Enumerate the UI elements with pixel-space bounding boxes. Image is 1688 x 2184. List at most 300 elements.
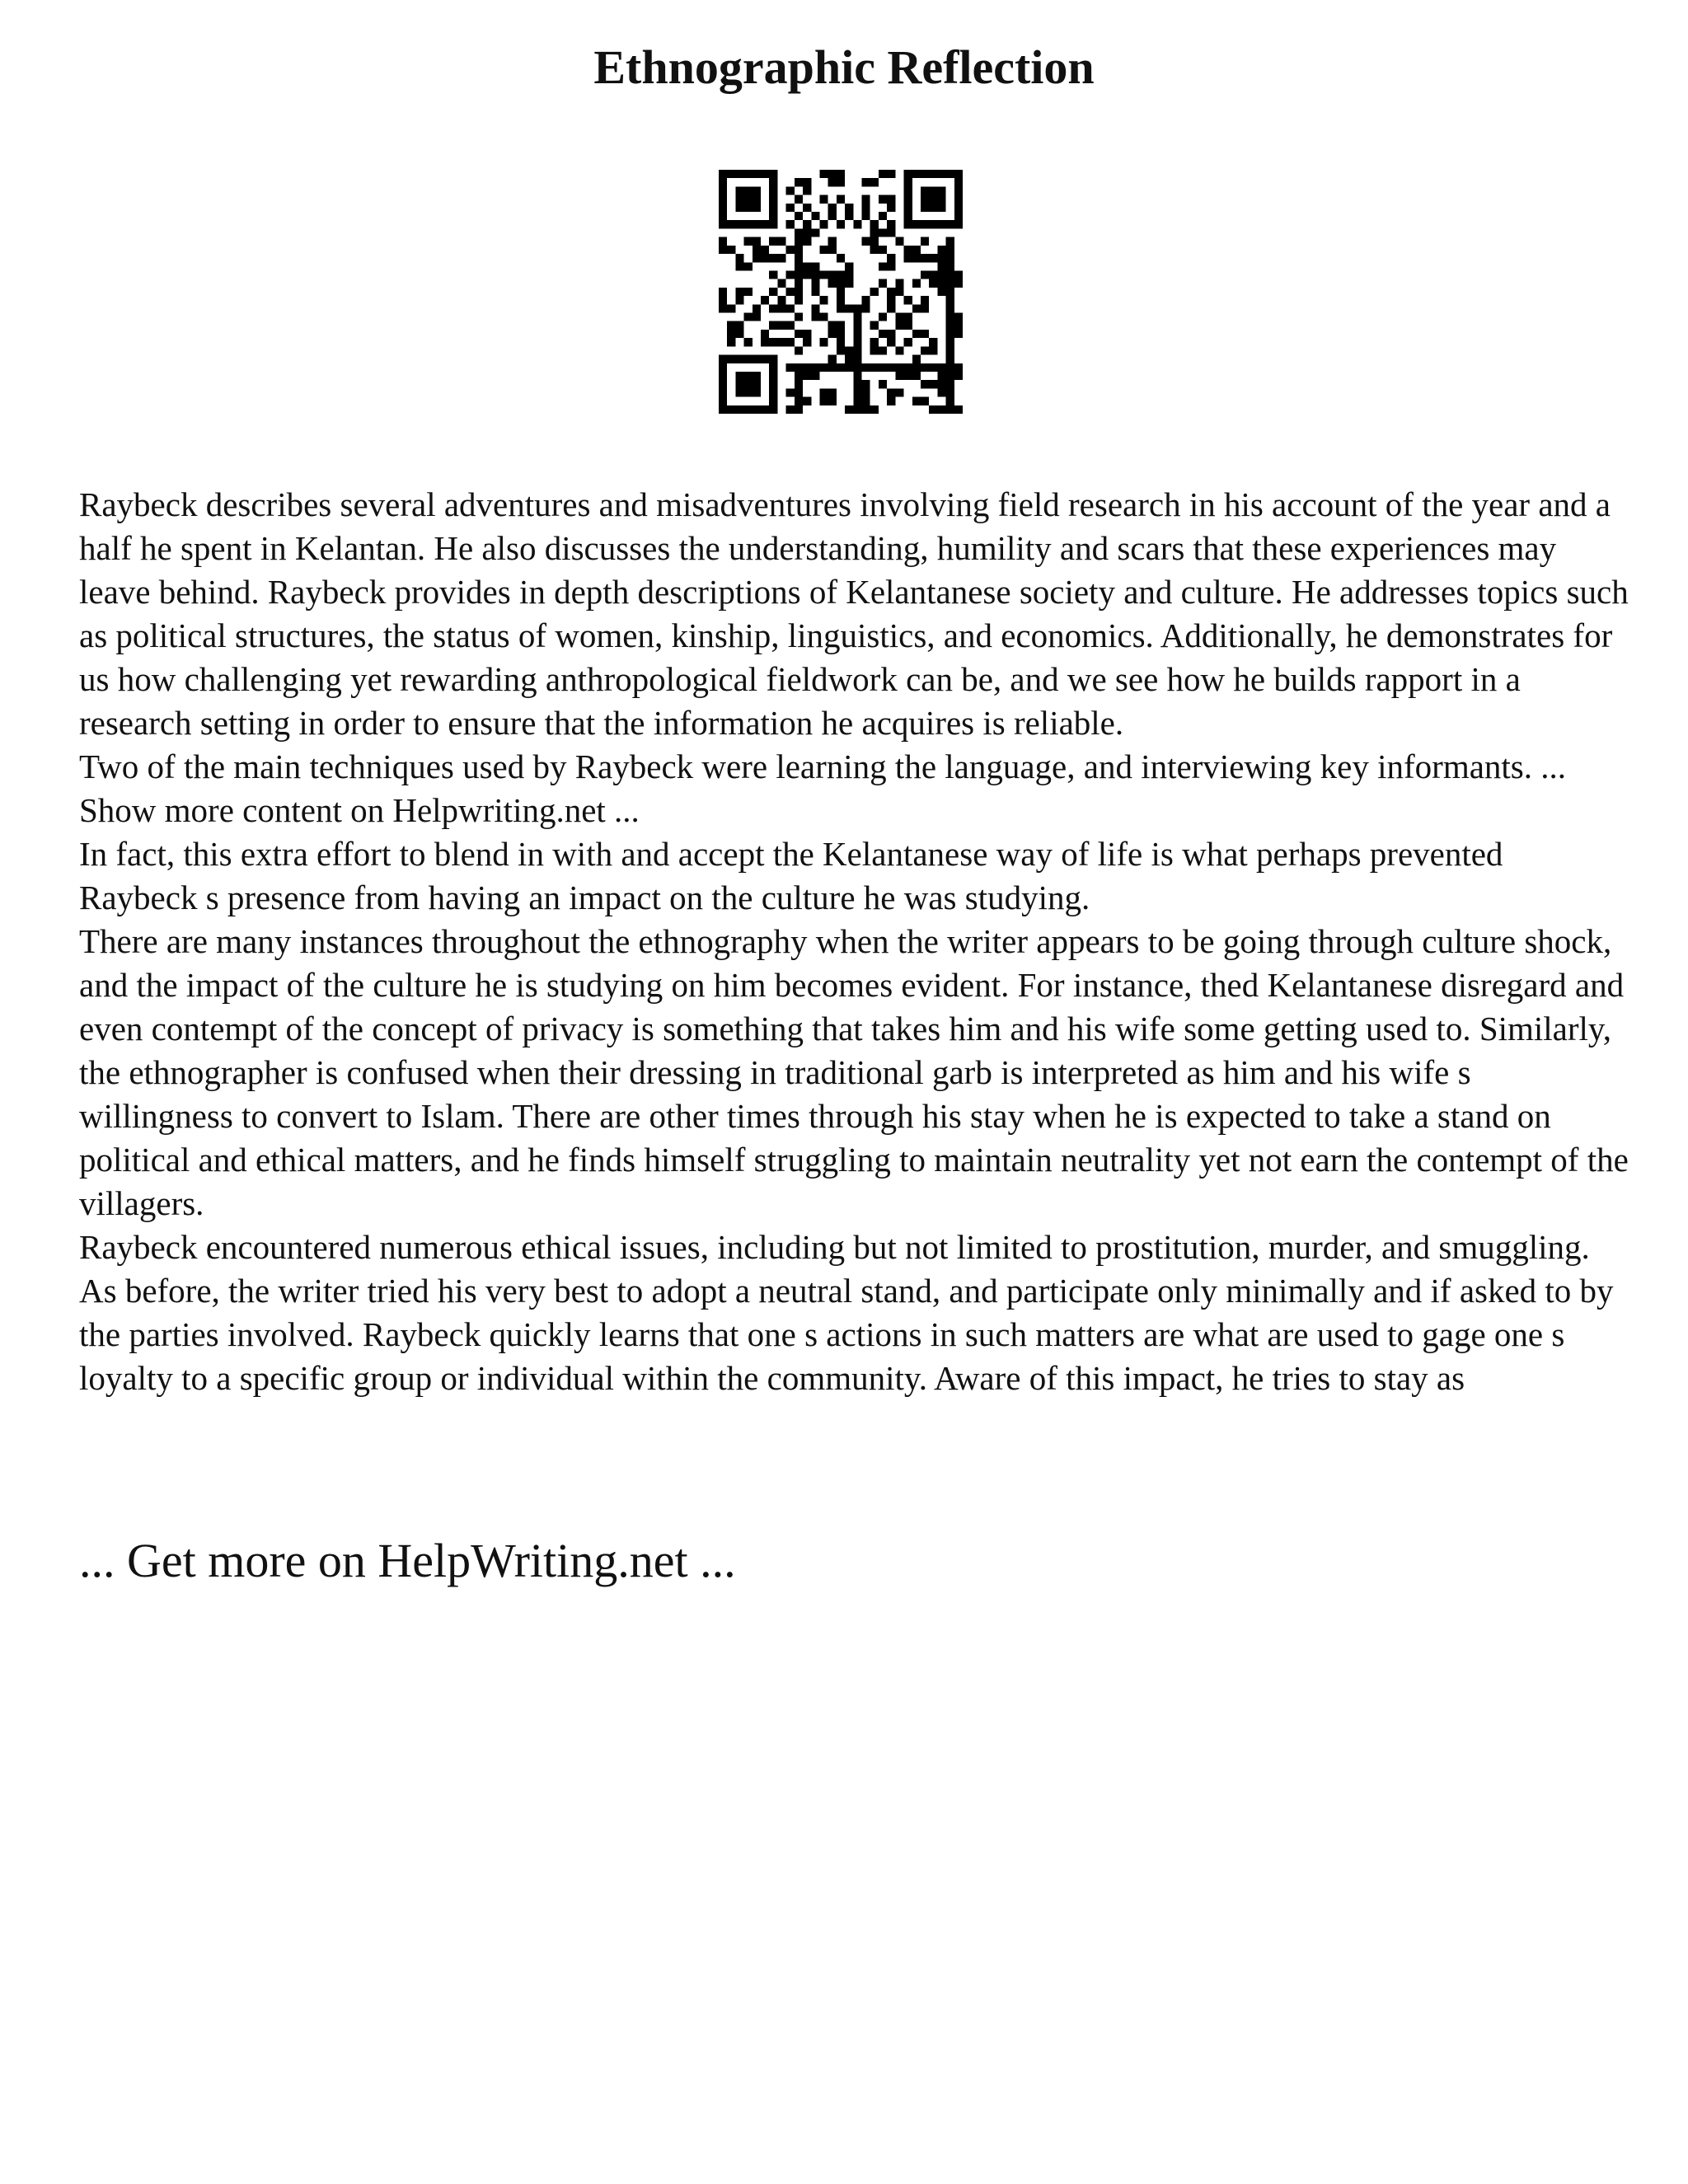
qr-module: [879, 262, 887, 270]
qr-module: [937, 170, 945, 178]
qr-module: [753, 380, 761, 388]
qr-module: [954, 186, 963, 194]
qr-module: [803, 262, 811, 270]
qr-module: [828, 246, 837, 254]
qr-module: [753, 313, 761, 321]
qr-module: [769, 186, 777, 194]
qr-module: [819, 363, 828, 372]
qr-module: [786, 246, 795, 254]
qr-module: [769, 363, 777, 372]
qr-module: [769, 254, 777, 262]
qr-module: [912, 355, 921, 363]
qr-module: [769, 212, 777, 220]
qr-module: [795, 388, 803, 396]
qr-module: [937, 363, 945, 372]
qr-module: [895, 388, 903, 396]
qr-module: [753, 204, 761, 212]
qr-module: [719, 178, 727, 186]
qr-module: [727, 321, 735, 330]
qr-module: [937, 220, 945, 228]
qr-module: [761, 330, 769, 338]
qr-module: [735, 186, 743, 194]
qr-module: [837, 296, 845, 304]
qr-module: [862, 388, 870, 396]
qr-module: [853, 330, 861, 338]
qr-module: [921, 237, 929, 246]
qr-module: [879, 212, 887, 220]
qr-module: [811, 372, 819, 380]
qr-module: [727, 304, 735, 312]
qr-module: [761, 170, 769, 178]
qr-module: [870, 288, 879, 296]
qr-module: [954, 279, 963, 288]
paragraph-1: Raybeck describes several adventures and misadventures involving field research in his account of the year and a half he spent in Kelantan. He also discusses the understanding, humility and scars that these experiences may leave behind. Raybeck provides in depth descriptions of Kelantanese society and culture. He addresses topics such as political structures, the status of women, kinship, linguistics, and economics. Additionally, he demonstrates for us how challenging yet rewarding anthropological fieldwork can be, and we see how he builds rapport in a research setting in order to ensure that the information he acquires is reliable.: [79, 485, 1629, 742]
qr-module: [811, 270, 819, 279]
qr-module: [828, 270, 837, 279]
qr-module: [719, 296, 727, 304]
qr-module: [786, 186, 795, 194]
qr-module: [929, 279, 937, 288]
qr-module: [853, 388, 861, 396]
qr-module: [795, 228, 803, 237]
qr-module: [904, 372, 912, 380]
qr-module: [921, 220, 929, 228]
qr-module: [837, 279, 845, 288]
qr-module: [853, 355, 861, 363]
qr-module: [912, 254, 921, 262]
qr-module: [837, 254, 845, 262]
qr-module: [954, 321, 963, 330]
qr-module: [862, 204, 870, 212]
qr-module: [954, 195, 963, 204]
qr-module: [853, 321, 861, 330]
qr-module: [735, 355, 743, 363]
qr-module: [769, 288, 777, 296]
qr-module: [929, 380, 937, 388]
qr-module: [895, 237, 903, 246]
qr-module: [921, 254, 929, 262]
qr-module: [929, 204, 937, 212]
qr-module: [887, 262, 895, 270]
qr-module: [862, 237, 870, 246]
qr-module: [912, 246, 921, 254]
qr-module: [853, 304, 861, 312]
qr-module: [937, 279, 945, 288]
qr-module: [727, 246, 735, 254]
qr-module: [937, 204, 945, 212]
qr-module: [761, 220, 769, 228]
qr-module: [895, 363, 903, 372]
qr-module: [753, 372, 761, 380]
qr-module: [735, 380, 743, 388]
qr-module: [744, 195, 753, 204]
qr-module: [744, 355, 753, 363]
qr-module: [879, 170, 887, 178]
qr-module: [870, 178, 879, 186]
qr-module: [853, 380, 861, 388]
qr-module: [811, 313, 819, 321]
qr-module: [921, 346, 929, 354]
qr-module: [946, 237, 954, 246]
qr-module: [786, 204, 795, 212]
qr-code-graphic: [719, 170, 963, 414]
qr-module: [862, 296, 870, 304]
qr-module: [727, 330, 735, 338]
qr-module: [946, 304, 954, 312]
page-title: Ethnographic Reflection: [593, 40, 1095, 94]
qr-module: [837, 346, 845, 354]
qr-module: [803, 372, 811, 380]
qr-module: [753, 186, 761, 194]
qr-module: [719, 372, 727, 380]
qr-module: [853, 372, 861, 380]
qr-module: [937, 262, 945, 270]
qr-module: [887, 397, 895, 405]
qr-module: [887, 304, 895, 312]
qr-module: [735, 321, 743, 330]
paragraph-2: Two of the main techniques used by Raybeck were learning the language, and interviewing key informants. ... Show more content on Helpwriting.net ...: [79, 748, 1566, 829]
qr-module: [887, 338, 895, 346]
qr-module: [853, 338, 861, 346]
qr-module: [786, 270, 795, 279]
qr-module: [811, 212, 819, 220]
qr-module: [828, 330, 837, 338]
qr-module: [719, 170, 727, 178]
qr-module: [937, 254, 945, 262]
qr-module: [786, 363, 795, 372]
qr-module: [811, 363, 819, 372]
qr-module: [735, 195, 743, 204]
qr-module: [946, 355, 954, 363]
qr-module: [719, 363, 727, 372]
qr-module: [837, 220, 845, 228]
qr-module: [853, 397, 861, 405]
qr-module: [744, 186, 753, 194]
qr-code-icon[interactable]: [719, 170, 963, 414]
qr-module: [795, 397, 803, 405]
qr-module: [954, 363, 963, 372]
qr-module: [921, 270, 929, 279]
qr-module: [946, 372, 954, 380]
qr-module: [828, 178, 837, 186]
qr-module: [912, 330, 921, 338]
qr-module: [769, 195, 777, 204]
qr-module: [895, 288, 903, 296]
qr-module: [904, 363, 912, 372]
qr-module: [937, 270, 945, 279]
qr-module: [937, 246, 945, 254]
qr-module: [929, 195, 937, 204]
qr-module: [753, 304, 761, 312]
qr-module: [929, 270, 937, 279]
qr-module: [786, 388, 795, 396]
qr-module: [921, 195, 929, 204]
qr-module: [879, 246, 887, 254]
qr-module: [777, 338, 785, 346]
qr-module: [727, 220, 735, 228]
qr-module: [946, 363, 954, 372]
qr-module: [735, 296, 743, 304]
qr-module: [879, 363, 887, 372]
qr-module: [904, 313, 912, 321]
qr-module: [769, 388, 777, 396]
qr-module: [819, 220, 828, 228]
qr-module: [845, 405, 853, 414]
qr-module: [946, 397, 954, 405]
qr-module: [719, 237, 727, 246]
qr-module: [795, 346, 803, 354]
qr-module: [912, 363, 921, 372]
qr-module: [862, 195, 870, 204]
qr-module: [786, 288, 795, 296]
qr-module: [862, 178, 870, 186]
qr-module: [929, 363, 937, 372]
qr-module: [845, 363, 853, 372]
qr-module: [769, 338, 777, 346]
qr-module: [735, 388, 743, 396]
qr-module: [946, 380, 954, 388]
qr-module: [777, 254, 785, 262]
qr-module: [811, 304, 819, 312]
qr-module: [921, 397, 929, 405]
qr-module: [870, 405, 879, 414]
qr-module: [862, 380, 870, 388]
qr-module: [904, 186, 912, 194]
qr-module: [845, 262, 853, 270]
qr-module: [887, 195, 895, 204]
qr-module: [753, 388, 761, 396]
qr-module: [719, 397, 727, 405]
qr-module: [744, 288, 753, 296]
qr-module: [879, 380, 887, 388]
qr-module: [862, 405, 870, 414]
qr-module: [795, 296, 803, 304]
qr-module: [845, 355, 853, 363]
qr-module: [904, 212, 912, 220]
qr-module: [753, 220, 761, 228]
qr-module: [735, 288, 743, 296]
qr-module: [946, 388, 954, 396]
qr-module: [795, 288, 803, 296]
qr-module: [929, 186, 937, 194]
qr-module: [887, 204, 895, 212]
qr-module: [744, 220, 753, 228]
qr-module: [946, 288, 954, 296]
qr-module: [954, 212, 963, 220]
qr-module: [912, 279, 921, 288]
qr-module: [761, 405, 769, 414]
qr-module: [879, 330, 887, 338]
qr-module: [904, 246, 912, 254]
qr-module: [828, 279, 837, 288]
qr-module: [819, 338, 828, 346]
qr-module: [937, 388, 945, 396]
qr-module: [937, 186, 945, 194]
qr-module: [828, 237, 837, 246]
qr-module: [803, 204, 811, 212]
qr-module: [803, 330, 811, 338]
qr-module: [887, 170, 895, 178]
qr-module: [795, 380, 803, 388]
qr-module: [946, 346, 954, 354]
qr-module: [862, 212, 870, 220]
qr-module: [929, 346, 937, 354]
qr-module: [769, 220, 777, 228]
qr-module: [719, 388, 727, 396]
qr-module: [719, 186, 727, 194]
qr-module: [719, 288, 727, 296]
qr-module: [795, 212, 803, 220]
qr-module: [837, 363, 845, 372]
qr-module: [954, 204, 963, 212]
qr-module: [937, 195, 945, 204]
qr-module: [777, 237, 785, 246]
qr-module: [887, 288, 895, 296]
qr-module: [921, 330, 929, 338]
qr-module: [727, 355, 735, 363]
qr-module: [803, 397, 811, 405]
qr-module: [719, 380, 727, 388]
qr-module: [795, 195, 803, 204]
qr-module: [954, 178, 963, 186]
qr-module: [904, 170, 912, 178]
qr-module: [887, 228, 895, 237]
qr-module: [895, 313, 903, 321]
qr-module: [753, 246, 761, 254]
qr-module: [887, 220, 895, 228]
qr-module: [795, 262, 803, 270]
qr-module: [921, 204, 929, 212]
qr-module: [946, 254, 954, 262]
qr-module: [929, 254, 937, 262]
qr-module: [870, 228, 879, 237]
qr-module: [895, 279, 903, 288]
qr-module: [904, 254, 912, 262]
qr-module: [870, 237, 879, 246]
qr-module: [769, 204, 777, 212]
qr-module: [753, 254, 761, 262]
qr-module: [870, 338, 879, 346]
qr-module: [853, 346, 861, 354]
qr-module: [744, 237, 753, 246]
qr-module: [719, 204, 727, 212]
qr-module: [819, 313, 828, 321]
paragraph-3: In fact, this extra effort to blend in with and accept the Kelantanese way of life is what perhaps prevented Raybeck s presence from having an impact on the culture he was studying.: [79, 835, 1503, 916]
qr-module: [895, 321, 903, 330]
paragraph-4: There are many instances throughout the ethnography when the writer appears to be going through culture shock, and the impact of the culture he is studying on him becomes evident. For instance, thed Kelantanese disregard and even contempt of the concept of privacy is something that takes him and his wife some getting used to. Similarly, the ethnographer is confused when their dressing in traditional garb is interpreted as him and his wife s willingness to convert to Islam. There are other times through his stay when he is expected to take a stand on political and ethical matters, and he finds himself struggling to maintain neutrality yet not earn the contempt of the villagers.: [79, 922, 1629, 1222]
qr-module: [946, 405, 954, 414]
qr-module: [853, 220, 861, 228]
qr-module: [845, 346, 853, 354]
qr-module: [887, 254, 895, 262]
qr-module: [946, 313, 954, 321]
qr-module: [744, 372, 753, 380]
qr-module: [870, 346, 879, 354]
qr-module: [837, 321, 845, 330]
qr-module: [937, 380, 945, 388]
qr-module: [912, 170, 921, 178]
qr-module: [727, 170, 735, 178]
qr-module: [811, 262, 819, 270]
qr-module: [795, 313, 803, 321]
qr-module: [845, 270, 853, 279]
qr-module: [727, 338, 735, 346]
qr-module: [811, 279, 819, 288]
qr-module: [837, 178, 845, 186]
qr-module: [769, 237, 777, 246]
qr-module: [761, 246, 769, 254]
qr-module: [769, 178, 777, 186]
qr-module: [744, 405, 753, 414]
qr-module: [954, 170, 963, 178]
qr-module: [744, 204, 753, 212]
qr-module: [946, 220, 954, 228]
qr-module: [786, 321, 795, 330]
qr-module: [819, 195, 828, 204]
qr-module: [735, 254, 743, 262]
qr-module: [862, 397, 870, 405]
qr-module: [719, 246, 727, 254]
qr-module: [795, 279, 803, 288]
qr-module: [929, 170, 937, 178]
qr-module: [946, 279, 954, 288]
qr-module: [719, 355, 727, 363]
qr-module: [753, 237, 761, 246]
qr-module: [803, 178, 811, 186]
qr-module: [769, 380, 777, 388]
qr-module: [904, 321, 912, 330]
qr-module: [803, 228, 811, 237]
qr-module: [735, 372, 743, 380]
get-more-link[interactable]: ... Get more on HelpWriting.net ...: [79, 1534, 736, 1587]
qr-module: [870, 220, 879, 228]
qr-module: [777, 304, 785, 312]
qr-module: [904, 195, 912, 204]
qr-module: [744, 262, 753, 270]
qr-module: [753, 195, 761, 204]
qr-module: [819, 397, 828, 405]
qr-module: [954, 270, 963, 279]
qr-module: [887, 330, 895, 338]
qr-module: [887, 388, 895, 396]
qr-module: [795, 363, 803, 372]
qr-module: [744, 388, 753, 396]
qr-module: [769, 304, 777, 312]
qr-module: [921, 380, 929, 388]
qr-module: [946, 338, 954, 346]
paragraph-5: Raybeck encountered numerous ethical issues, including but not limited to prostitution, murder, and smuggling. As before, the writer tried his very best to adopt a neutral stand, and participate only minimally and if asked to by the parties involved. Raybeck quickly learns that one s actions in such matters are what are used to gage one s loyalty to a specific group or individual within the community. Aware of this impact, he tries to stay as: [79, 1228, 1614, 1397]
qr-module: [735, 170, 743, 178]
qr-module: [769, 270, 777, 279]
qr-module: [904, 204, 912, 212]
qr-module: [912, 304, 921, 312]
qr-module: [819, 270, 828, 279]
qr-module: [719, 195, 727, 204]
qr-module: [929, 220, 937, 228]
qr-module: [837, 170, 845, 178]
qr-module: [803, 220, 811, 228]
qr-module: [803, 186, 811, 194]
qr-module: [719, 220, 727, 228]
qr-module: [819, 246, 828, 254]
qr-module: [819, 388, 828, 396]
qr-module: [929, 338, 937, 346]
qr-module: [921, 363, 929, 372]
qr-module: [777, 321, 785, 330]
qr-module: [795, 254, 803, 262]
qr-module: [946, 262, 954, 270]
qr-module: [937, 405, 945, 414]
